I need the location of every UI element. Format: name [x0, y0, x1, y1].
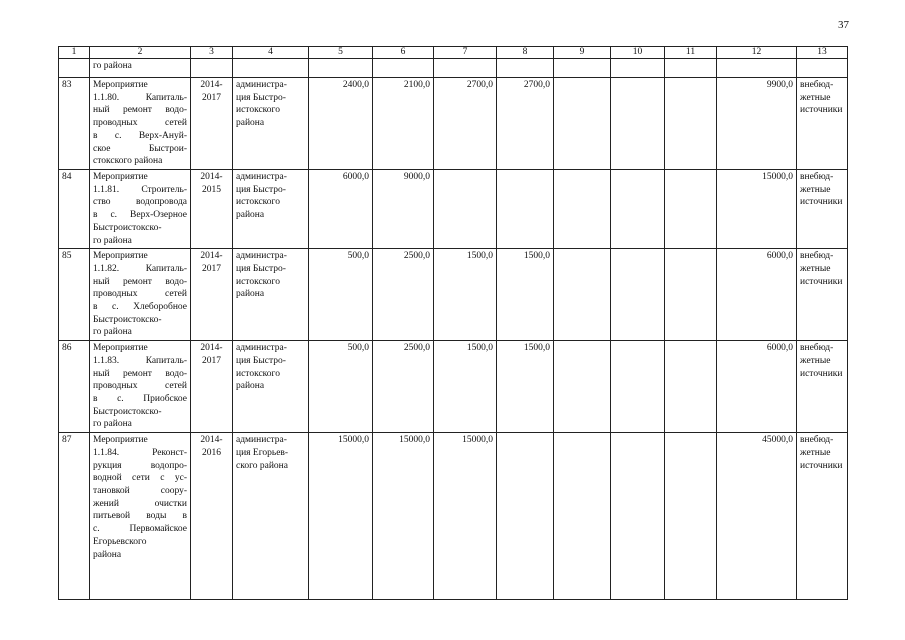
cell-years	[191, 78, 233, 170]
cell-name-line: питьевой воды в	[93, 511, 187, 522]
cell-name-line: жений очистки	[93, 498, 187, 509]
cell-c12: 6000,0	[717, 249, 797, 341]
cell-name-line: Мероприятие	[93, 343, 148, 354]
cell-num: 87	[59, 433, 90, 600]
cell-num	[59, 59, 90, 78]
cell-executor-line: истокского	[236, 197, 280, 208]
cell-c8	[497, 433, 554, 600]
cell-executor-line: истокского	[236, 368, 280, 379]
page-number: 37	[838, 19, 849, 31]
column-header-9: 9	[554, 47, 611, 59]
cell-source	[797, 170, 848, 249]
cell-c7: 15000,0	[434, 433, 497, 600]
cell-source	[797, 341, 848, 433]
cell-name-line: 1.1.80. Капиталь-	[93, 92, 187, 103]
cell-c12: 45000,0	[717, 433, 797, 600]
cell-years-line: 2015	[202, 184, 221, 195]
cell-source-line: источники	[800, 197, 843, 208]
cell-years-line: 2014-	[200, 435, 223, 446]
cell-c10	[611, 78, 665, 170]
name-text: го района	[93, 61, 132, 71]
cell-name-line: рукция водопро-	[93, 460, 187, 471]
cell-executor-line: ция Быстро-	[236, 355, 286, 366]
cell-num: 84	[59, 170, 90, 249]
cell-executor-line: района	[236, 210, 265, 221]
cell-years	[191, 341, 233, 433]
cell-executor-line: ского района	[236, 460, 288, 471]
cell-c7: 1500,0	[434, 341, 497, 433]
continuation-row	[59, 59, 848, 78]
cell-name-line: ство водопровода	[93, 197, 187, 208]
cell-source-line: жетные	[800, 263, 831, 274]
cell-name-line: го района	[93, 235, 132, 246]
cell-executor-line: ция Быстро-	[236, 184, 286, 195]
cell-c6: 9000,0	[373, 170, 434, 249]
cell-executor-line: администра-	[236, 251, 287, 262]
cell-executor	[233, 249, 309, 341]
cell-c5: 500,0	[309, 249, 373, 341]
cell-name-line: ское Быстрои-	[93, 143, 187, 154]
cell-source-line: жетные	[800, 92, 831, 103]
cell-executor-line: истокского	[236, 105, 280, 116]
cell-executor-line: района	[236, 118, 265, 129]
cell-source-line: внебюд-	[800, 80, 834, 90]
cell-c12: 15000,0	[717, 170, 797, 249]
column-header-12: 12	[717, 47, 797, 59]
cell-c11	[665, 170, 717, 249]
cell-c6: 2100,0	[373, 78, 434, 170]
cell-c5: 2400,0	[309, 78, 373, 170]
cell-name-line: 1.1.81. Строитель-	[93, 184, 187, 195]
cell-name-line: тановкой соору-	[93, 486, 187, 497]
cell-c9	[554, 170, 611, 249]
column-header-11: 11	[665, 47, 717, 59]
cell-executor-line: ция Егорьев-	[236, 447, 289, 458]
cell-num: 86	[59, 341, 90, 433]
cell-name-line: Мероприятие	[93, 435, 148, 446]
header-row	[59, 47, 848, 59]
cell-executor	[233, 341, 309, 433]
cell-source	[797, 78, 848, 170]
cell-c10	[611, 341, 665, 433]
cell-years-line: 2016	[202, 447, 221, 458]
cell-name-line: в с. Хлеборобное	[93, 302, 187, 313]
cell-c6: 2500,0	[373, 249, 434, 341]
cell-executor-line: ция Быстро-	[236, 92, 286, 103]
column-header-7: 7	[434, 47, 497, 59]
cell-executor-line: администра-	[236, 172, 287, 182]
cell-name-line: 1.1.82. Капиталь-	[93, 263, 187, 274]
cell-name-line: Мероприятие	[93, 251, 148, 262]
column-header-3: 3	[191, 47, 233, 59]
cell-c7	[434, 170, 497, 249]
table-row	[59, 78, 848, 170]
column-header-8: 8	[497, 47, 554, 59]
cell-source-line: внебюд-	[800, 172, 834, 182]
cell-executor-line: истокского	[236, 276, 280, 287]
cell-years-line: 2017	[202, 355, 221, 366]
cell-years-line: 2014-	[200, 251, 223, 262]
cell-source	[797, 433, 848, 600]
cell-c8	[497, 170, 554, 249]
cell-name-line: ный ремонт водо-	[93, 276, 187, 287]
cell-name-line: Егорьевского	[93, 536, 147, 547]
cell-name-line: в с. Приобское	[93, 394, 187, 405]
cell-name-line: 1.1.84. Реконст-	[93, 447, 187, 458]
cell-name-line: го района	[93, 419, 132, 430]
cell-c6: 2500,0	[373, 341, 434, 433]
cell-years-line: 2017	[202, 263, 221, 274]
cell-executor-line: администра-	[236, 435, 287, 446]
table-row	[59, 170, 848, 249]
cell-c11	[665, 341, 717, 433]
cell-name-line: 1.1.83. Капиталь-	[93, 355, 187, 366]
cell-c5: 500,0	[309, 341, 373, 433]
cell-c5: 6000,0	[309, 170, 373, 249]
cell-name	[90, 170, 191, 249]
budget-table	[58, 46, 848, 600]
column-header-5: 5	[309, 47, 373, 59]
cell-c8: 2700,0	[497, 78, 554, 170]
cell-name-line: ный ремонт водо-	[93, 368, 187, 379]
cell-source-line: внебюд-	[800, 251, 834, 262]
column-header-10: 10	[611, 47, 665, 59]
cell-c12: 9900,0	[717, 78, 797, 170]
cell-source-line: источники	[800, 460, 843, 471]
column-header-4: 4	[233, 47, 309, 59]
cell-source-line: внебюд-	[800, 435, 834, 446]
cell-executor-line: администра-	[236, 80, 287, 90]
cell-num: 85	[59, 249, 90, 341]
cell-name-line: го района	[93, 327, 132, 338]
cell-source-line: жетные	[800, 447, 831, 458]
cell-name	[90, 59, 191, 78]
column-header-1: 1	[59, 47, 90, 59]
cell-executor-line: администра-	[236, 343, 287, 354]
cell-name-line: водной сети с ус-	[93, 473, 187, 484]
cell-source-line: жетные	[800, 184, 831, 195]
cell-executor-line: ция Быстро-	[236, 263, 286, 274]
column-header-13: 13	[797, 47, 848, 59]
cell-executor-line: района	[236, 381, 265, 392]
cell-c12: 6000,0	[717, 341, 797, 433]
cell-name-line: в с. Верх-Озерное	[93, 210, 187, 221]
column-header-6: 6	[373, 47, 434, 59]
cell-years-line: 2014-	[200, 172, 223, 182]
cell-source	[797, 249, 848, 341]
cell-source-line: источники	[800, 105, 843, 116]
cell-name-line: проводных сетей	[93, 118, 187, 129]
cell-c9	[554, 341, 611, 433]
cell-c7: 2700,0	[434, 78, 497, 170]
cell-c8: 1500,0	[497, 249, 554, 341]
cell-years-line: 2014-	[200, 343, 223, 354]
cell-c7: 1500,0	[434, 249, 497, 341]
cell-c9	[554, 433, 611, 600]
cell-name-line: в с. Верх-Ануй-	[93, 130, 187, 141]
cell-name-line: Мероприятие	[93, 172, 148, 182]
cell-source-line: внебюд-	[800, 343, 834, 354]
cell-name-line: ный ремонт водо-	[93, 105, 187, 116]
cell-executor	[233, 170, 309, 249]
column-header-2: 2	[90, 47, 191, 59]
cell-num: 83	[59, 78, 90, 170]
cell-name	[90, 78, 191, 170]
cell-c5: 15000,0	[309, 433, 373, 600]
cell-c10	[611, 249, 665, 341]
cell-years	[191, 170, 233, 249]
table-row	[59, 433, 848, 600]
cell-name	[90, 249, 191, 341]
cell-source-line: источники	[800, 368, 843, 379]
table-row	[59, 249, 848, 341]
cell-years-line: 2017	[202, 92, 221, 103]
cell-name-line: стокского района	[93, 156, 163, 167]
cell-name-line: Быстроистокско-	[93, 406, 162, 417]
cell-c9	[554, 249, 611, 341]
cell-executor-line: района	[236, 289, 265, 300]
cell-c11	[665, 78, 717, 170]
cell-name-line: проводных сетей	[93, 381, 187, 392]
table-row	[59, 341, 848, 433]
cell-c10	[611, 433, 665, 600]
cell-name-line: Быстроистокско-	[93, 222, 162, 233]
cell-c6: 15000,0	[373, 433, 434, 600]
cell-years	[191, 249, 233, 341]
cell-c8: 1500,0	[497, 341, 554, 433]
cell-c11	[665, 433, 717, 600]
cell-name-line: проводных сетей	[93, 289, 187, 300]
cell-executor	[233, 433, 309, 600]
cell-name	[90, 341, 191, 433]
cell-years	[191, 433, 233, 600]
cell-years-line: 2014-	[200, 80, 223, 90]
cell-name-line: Мероприятие	[93, 80, 148, 90]
cell-name-line: района	[93, 549, 122, 560]
cell-source-line: источники	[800, 276, 843, 287]
cell-executor	[233, 78, 309, 170]
cell-c10	[611, 170, 665, 249]
cell-name-line: с. Первомайское	[93, 524, 187, 535]
cell-c11	[665, 249, 717, 341]
cell-source-line: жетные	[800, 355, 831, 366]
cell-name	[90, 433, 191, 600]
cell-name-line: Быстроистокско-	[93, 314, 162, 325]
cell-c9	[554, 78, 611, 170]
